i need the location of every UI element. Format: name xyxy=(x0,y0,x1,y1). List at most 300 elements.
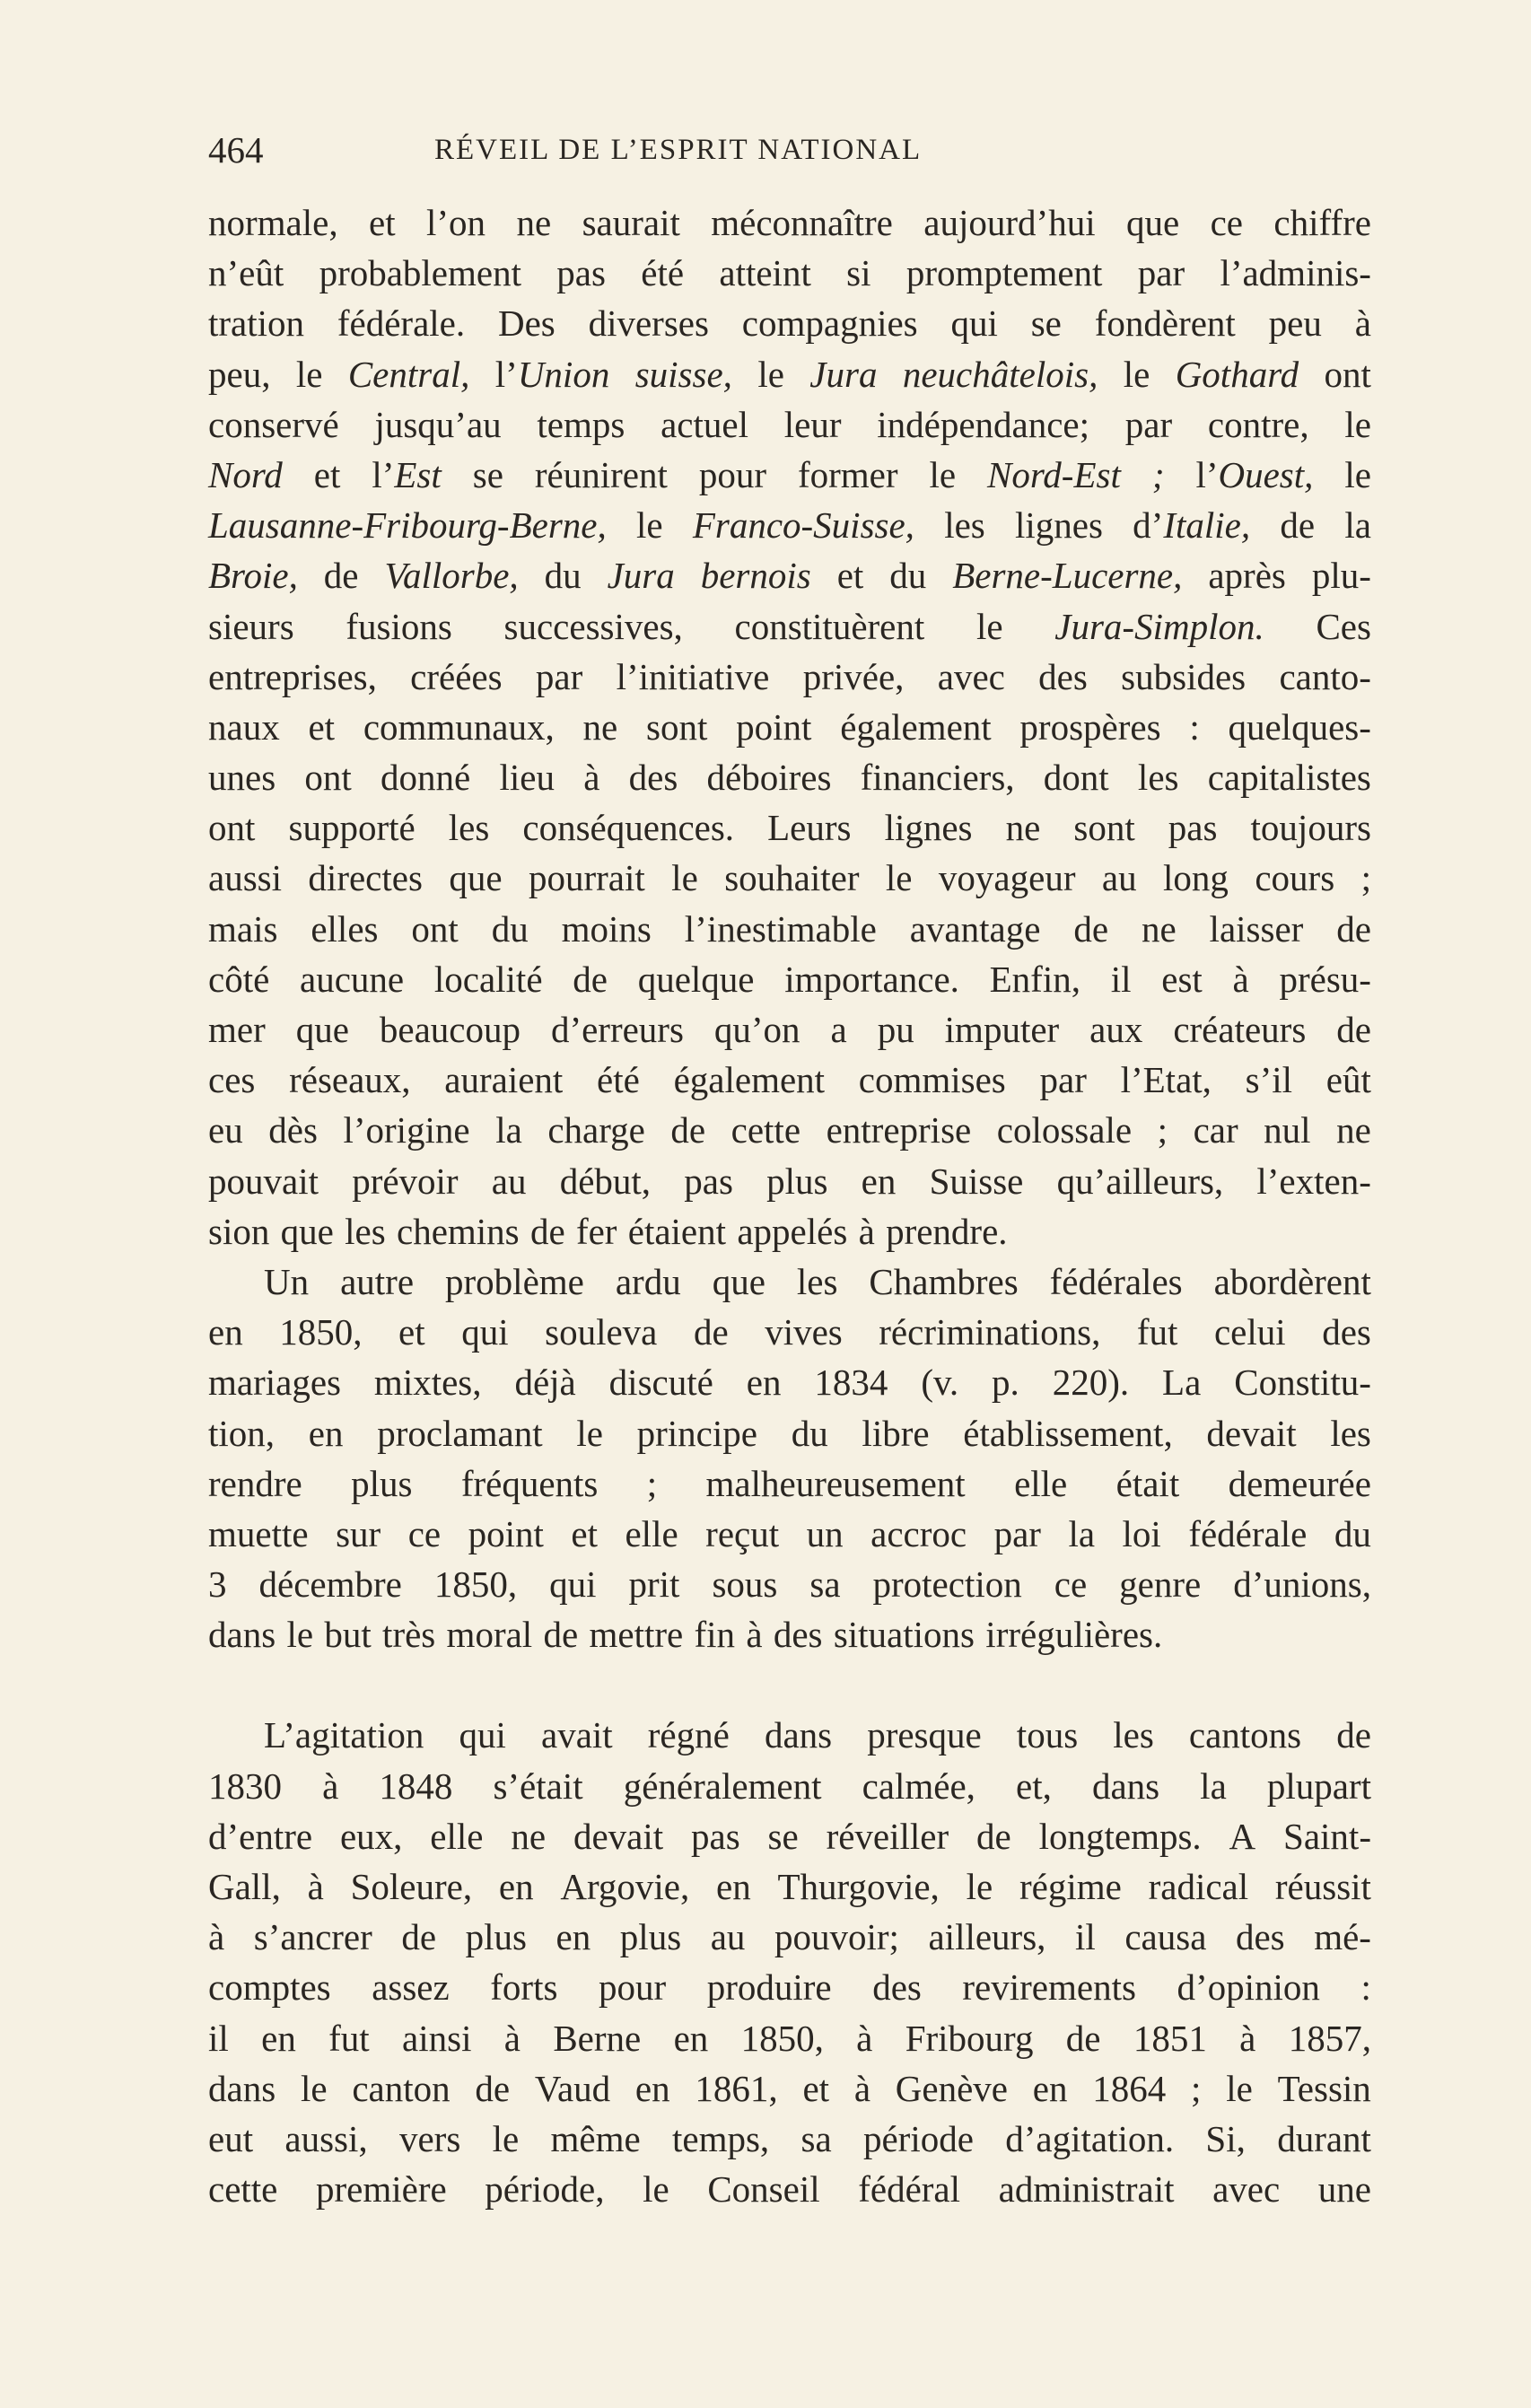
word: eut xyxy=(208,2117,254,2159)
word: fusions xyxy=(346,605,452,647)
word: l’initiative xyxy=(616,655,770,697)
word: s’ancrer xyxy=(253,1916,372,1958)
word: 3 xyxy=(208,1563,227,1606)
page-body xyxy=(208,197,1371,2214)
word: ont xyxy=(1324,353,1371,395)
word: ne xyxy=(582,705,618,748)
word: première xyxy=(316,2168,447,2211)
text-line xyxy=(208,954,1371,1004)
text-line xyxy=(208,197,1371,248)
word: pas xyxy=(684,1160,733,1202)
word: en xyxy=(261,2017,296,2059)
word: les xyxy=(1113,1714,1154,1756)
word: Soleure, xyxy=(350,1866,473,1907)
word: canton xyxy=(352,2067,451,2109)
word: aujourd’hui xyxy=(923,202,1096,243)
word: été xyxy=(641,252,685,294)
word: Franco-Suisse, xyxy=(692,504,914,547)
text-line xyxy=(208,1458,1371,1509)
word: naux xyxy=(208,705,280,748)
word: des xyxy=(773,1614,823,1656)
word: calmée, xyxy=(862,1764,975,1807)
word: le xyxy=(635,504,663,547)
word: entreprise xyxy=(826,1109,972,1151)
word: même xyxy=(550,2117,641,2159)
word: long xyxy=(1163,857,1229,899)
word: en xyxy=(746,1362,782,1404)
text-line xyxy=(208,853,1371,903)
word: en xyxy=(308,1412,344,1454)
word: plupart xyxy=(1266,1764,1371,1807)
word: fut xyxy=(1136,1311,1178,1353)
word: et xyxy=(308,705,336,748)
word: d’entre xyxy=(208,1815,313,1857)
word: revirements xyxy=(962,1966,1136,2009)
running-head: RÉVEIL DE L’ESPRIT NATIONAL xyxy=(434,134,923,166)
word: ne xyxy=(511,1815,547,1857)
text-line xyxy=(208,550,1371,600)
word: qui xyxy=(459,1714,506,1756)
word: reçut xyxy=(705,1512,780,1554)
word: ainsi xyxy=(402,2017,472,2059)
word: Nord xyxy=(208,453,283,495)
word: la xyxy=(1344,504,1371,547)
word: Jura xyxy=(607,555,675,597)
word: à xyxy=(583,757,600,799)
word: se xyxy=(767,1815,799,1857)
word: cette xyxy=(208,2168,278,2211)
word: à xyxy=(1354,302,1371,345)
word: commises xyxy=(858,1059,1006,1101)
word: former xyxy=(797,453,898,495)
word: en xyxy=(634,2067,670,2109)
word: dès xyxy=(268,1109,318,1151)
paragraph-gap xyxy=(208,1659,1371,1710)
word: elle xyxy=(430,1815,484,1857)
text-line xyxy=(208,1509,1371,1559)
word: Constitu- xyxy=(1234,1362,1371,1404)
word: été xyxy=(597,1059,640,1101)
word: il xyxy=(1074,1916,1096,1958)
word: Saint- xyxy=(1283,1815,1371,1857)
paragraph xyxy=(208,197,1371,1257)
word: longtemps. xyxy=(1038,1815,1202,1857)
word: point xyxy=(468,1512,544,1554)
word: Enfin, xyxy=(989,958,1080,1000)
word: de xyxy=(543,1614,579,1656)
word: et xyxy=(836,555,864,597)
text-line xyxy=(208,349,1371,399)
word: durant xyxy=(1277,2117,1371,2159)
word: le xyxy=(966,1866,993,1907)
word: le xyxy=(300,2067,328,2109)
word: ; xyxy=(1151,453,1165,495)
word: aussi xyxy=(208,857,282,899)
word: et xyxy=(571,1512,598,1554)
word: tion, xyxy=(208,1412,276,1454)
word: tration xyxy=(208,302,305,345)
text-line xyxy=(208,1004,1371,1055)
word: le xyxy=(1123,353,1150,395)
word: l’Etat, xyxy=(1120,1059,1212,1101)
word: des xyxy=(1235,1916,1285,1958)
word: d’Italie, xyxy=(1133,504,1251,547)
text-line xyxy=(208,1861,1371,1912)
word: ; xyxy=(1157,1109,1168,1151)
text-line xyxy=(208,1408,1371,1458)
word: financiers, xyxy=(860,757,1015,799)
word: elle xyxy=(1014,1462,1068,1504)
word: pour xyxy=(599,1966,667,2009)
word: celui xyxy=(1213,1311,1286,1353)
word: moins xyxy=(561,907,652,950)
word: de xyxy=(323,555,359,597)
word: mixtes, xyxy=(373,1362,482,1404)
word: normale, xyxy=(208,202,338,243)
word: les xyxy=(944,504,985,547)
word: qu’ailleurs, xyxy=(1056,1160,1224,1202)
word: de xyxy=(976,1815,1011,1857)
word: L’agitation xyxy=(264,1714,424,1756)
word: le xyxy=(1344,403,1371,445)
word: charge xyxy=(547,1109,645,1151)
word: pourrait xyxy=(528,857,645,899)
word: La xyxy=(1162,1362,1202,1404)
text-line xyxy=(208,1811,1371,1861)
word: communaux, xyxy=(363,705,555,748)
word: problème xyxy=(445,1260,584,1302)
word: car xyxy=(1193,1109,1238,1151)
word: côté xyxy=(208,958,270,1000)
word: elles xyxy=(311,907,379,950)
word: lieu xyxy=(499,757,555,799)
word: en xyxy=(1032,2067,1068,2109)
word: à xyxy=(307,1866,324,1907)
word: souleva xyxy=(545,1311,658,1353)
word: fédérales xyxy=(1049,1260,1183,1302)
word: mariages xyxy=(208,1362,341,1404)
word: par xyxy=(993,1512,1041,1554)
word: une xyxy=(1317,2168,1371,2211)
word: sont xyxy=(646,705,708,748)
word: sion xyxy=(208,1210,270,1252)
word: quelques- xyxy=(1228,705,1371,748)
word: d’unions, xyxy=(1233,1563,1371,1606)
word: malheureusement xyxy=(705,1462,966,1504)
word: des xyxy=(1038,655,1088,697)
word: promptement xyxy=(905,252,1103,294)
word: de xyxy=(401,1916,437,1958)
word: elle xyxy=(625,1512,678,1554)
word: se xyxy=(1030,302,1062,345)
word: à xyxy=(322,1764,339,1807)
word: ce xyxy=(1054,1563,1088,1606)
word: colossale xyxy=(996,1109,1133,1151)
word: 1848 xyxy=(379,1764,453,1807)
word: ont xyxy=(411,907,459,950)
word: également xyxy=(673,1059,826,1101)
word: avec xyxy=(937,655,1005,697)
word: devait xyxy=(573,1815,664,1857)
word: Un xyxy=(264,1260,310,1302)
word: le xyxy=(757,353,784,395)
word: ont xyxy=(208,807,256,849)
word: Leurs xyxy=(767,807,852,849)
word: étaient xyxy=(627,1210,727,1252)
word: de xyxy=(475,2067,511,2109)
word: de xyxy=(1065,2017,1101,2059)
word: capitalistes xyxy=(1207,757,1371,799)
text-line xyxy=(208,1307,1371,1357)
word: ne xyxy=(1141,907,1177,950)
word: créées xyxy=(410,655,503,697)
word: en xyxy=(208,1311,243,1353)
word: régime xyxy=(1019,1866,1122,1907)
text-line xyxy=(208,601,1371,652)
word: par xyxy=(1137,252,1185,294)
word: à xyxy=(503,2017,521,2059)
word: 220). xyxy=(1052,1362,1130,1404)
word: fer xyxy=(575,1210,617,1252)
word: et xyxy=(802,2067,830,2109)
word: aux xyxy=(1089,1009,1143,1050)
word: radical xyxy=(1148,1866,1249,1907)
word: fut xyxy=(328,2017,370,2059)
word: canto- xyxy=(1279,655,1371,697)
word: d’opinion xyxy=(1177,1966,1320,2009)
page-header xyxy=(208,126,1375,174)
word: nul xyxy=(1264,1109,1311,1151)
word: du xyxy=(491,907,529,950)
word: eux, xyxy=(339,1815,403,1857)
word: 1857, xyxy=(1288,2017,1371,2059)
word: sieurs xyxy=(208,605,294,647)
word: le xyxy=(492,2117,520,2159)
word: à xyxy=(208,1916,225,1958)
text-line xyxy=(208,1912,1371,1962)
word: également xyxy=(840,705,992,748)
text-line xyxy=(208,2114,1371,2164)
word: et xyxy=(398,1311,425,1353)
word: plus xyxy=(351,1462,413,1504)
word: les xyxy=(448,807,490,849)
word: créateurs xyxy=(1173,1009,1307,1050)
word: moral xyxy=(446,1614,533,1656)
word: l’origine xyxy=(343,1109,470,1151)
word: diverses xyxy=(588,302,709,345)
word: loi xyxy=(1122,1512,1161,1554)
word: Thurgovie, xyxy=(777,1866,940,1907)
word: 1834 xyxy=(814,1362,888,1404)
word: des xyxy=(1322,1311,1371,1353)
word: unes xyxy=(208,757,276,799)
word: d’erreurs xyxy=(550,1009,684,1050)
word: par xyxy=(535,655,583,697)
word: Conseil xyxy=(707,2168,820,2211)
word: Nord-Est xyxy=(987,453,1121,495)
word: se xyxy=(472,453,503,495)
word: temps, xyxy=(672,2117,770,2159)
word: Gall, xyxy=(208,1866,281,1907)
word: devait xyxy=(1206,1412,1297,1454)
word: les xyxy=(345,1210,386,1252)
word: imputer xyxy=(944,1009,1060,1050)
word: cours xyxy=(1255,857,1335,899)
word: Broie, xyxy=(208,555,298,597)
word: le xyxy=(671,857,698,899)
word: prévoir xyxy=(352,1160,459,1202)
word: le xyxy=(885,857,913,899)
word: du xyxy=(1334,1512,1371,1554)
word: pas xyxy=(556,252,606,294)
word: de xyxy=(1280,504,1316,547)
word: déboires xyxy=(706,757,832,799)
word: Berne-Lucerne, xyxy=(952,555,1183,597)
word: récriminations, xyxy=(879,1311,1101,1353)
word: dans xyxy=(764,1714,833,1756)
word: en xyxy=(498,1866,534,1907)
word: Si, xyxy=(1205,2117,1246,2159)
word: lignes xyxy=(1014,504,1103,547)
word: temps xyxy=(537,403,626,445)
word: Berne xyxy=(553,2017,642,2059)
word: conservé xyxy=(208,403,339,445)
word: directes xyxy=(308,857,423,899)
word: presque xyxy=(867,1714,982,1756)
word: est xyxy=(1161,958,1203,1000)
word: qu’on xyxy=(713,1009,800,1050)
word: de xyxy=(573,958,608,1000)
word: avait xyxy=(541,1714,613,1756)
word: ne xyxy=(1005,807,1041,849)
word: produire xyxy=(706,1966,832,2009)
word: comptes xyxy=(208,1966,331,2009)
word: 1851 xyxy=(1133,2017,1207,2059)
word: et xyxy=(369,202,396,243)
word: probablement xyxy=(319,252,521,294)
word: saurait xyxy=(582,202,680,243)
word: successives, xyxy=(503,605,683,647)
text-line xyxy=(208,652,1371,702)
word: fédéral xyxy=(858,2168,961,2211)
word: de xyxy=(1336,907,1371,950)
word: sont xyxy=(1073,807,1135,849)
word: Central, xyxy=(347,353,470,395)
word: principe xyxy=(636,1412,757,1454)
word: en xyxy=(673,2017,709,2059)
word: sous xyxy=(712,1563,778,1606)
word: prendre. xyxy=(886,1210,1008,1252)
word: demeurée xyxy=(1228,1462,1371,1504)
word: proclamant xyxy=(377,1412,543,1454)
word: des xyxy=(628,757,678,799)
word: le xyxy=(929,453,957,495)
word: l’inestimable xyxy=(684,907,877,950)
word: au xyxy=(1101,857,1137,899)
word: Vaud xyxy=(534,2067,611,2109)
word: Tessin xyxy=(1277,2067,1371,2109)
text-line xyxy=(208,2164,1371,2214)
word: privée, xyxy=(802,655,905,697)
word: pouvoir; xyxy=(774,1916,899,1958)
word: muette xyxy=(208,1512,309,1554)
word: Jura-Simplon. xyxy=(1054,605,1264,647)
word: méconnaître xyxy=(711,202,893,243)
word: ces xyxy=(208,1059,256,1101)
text-line xyxy=(208,702,1371,752)
word: aucune xyxy=(300,958,405,1000)
word: après xyxy=(1208,555,1286,597)
word: dans xyxy=(208,1614,276,1656)
text-line xyxy=(208,2063,1371,2114)
word: des xyxy=(872,1966,922,2009)
word: but xyxy=(324,1614,372,1656)
word: en xyxy=(556,1916,591,1958)
paragraph xyxy=(208,1710,1371,2214)
word: supporté xyxy=(288,807,416,849)
word: s’était xyxy=(493,1764,583,1807)
word: la xyxy=(1068,1512,1096,1554)
word: les xyxy=(1330,1412,1371,1454)
word: eu xyxy=(208,1109,243,1151)
word: plus xyxy=(766,1160,828,1202)
word: le xyxy=(975,605,1003,647)
word: abordèrent xyxy=(1213,1260,1371,1302)
word: voyageur xyxy=(938,857,1076,899)
word: le xyxy=(1344,453,1371,495)
word: réunirent xyxy=(534,453,668,495)
text-line xyxy=(208,752,1371,802)
word: l’exten- xyxy=(1256,1160,1371,1202)
text-line xyxy=(208,1357,1371,1407)
word: Suisse xyxy=(929,1160,1024,1202)
word: et xyxy=(313,453,341,495)
word: beaucoup xyxy=(379,1009,521,1050)
word: ardu xyxy=(615,1260,681,1302)
word: généralement xyxy=(623,1764,822,1807)
word: ont xyxy=(304,757,352,799)
word: à xyxy=(746,1614,763,1656)
word: qui xyxy=(549,1563,597,1606)
word: auraient xyxy=(444,1059,564,1101)
word: par xyxy=(1124,403,1173,445)
word: réussit xyxy=(1274,1866,1371,1907)
word: bernois xyxy=(700,555,811,597)
word: Ces xyxy=(1316,605,1371,647)
word: s’il xyxy=(1245,1059,1293,1101)
word: : xyxy=(1189,705,1200,748)
word: à xyxy=(858,1210,875,1252)
word: Argovie, xyxy=(560,1866,690,1907)
word: sa xyxy=(809,1563,841,1606)
word: actuel xyxy=(661,403,748,445)
word: période xyxy=(862,2117,974,2159)
text-line xyxy=(208,450,1371,500)
word: souhaiter xyxy=(724,857,860,899)
word: localité xyxy=(433,958,543,1000)
word: dans xyxy=(1091,1764,1160,1807)
word: il xyxy=(208,2017,229,2059)
word: peu xyxy=(1268,302,1322,345)
word: de xyxy=(1336,1009,1371,1050)
word: 1850, xyxy=(740,2017,824,2059)
word: Lausanne-Fribourg-Berne, xyxy=(208,504,607,547)
word: subsides xyxy=(1121,655,1247,697)
word: que xyxy=(1126,202,1180,243)
word: atteint xyxy=(719,252,811,294)
word: fédérale xyxy=(1188,1512,1308,1554)
word: 1830 xyxy=(208,1764,282,1807)
